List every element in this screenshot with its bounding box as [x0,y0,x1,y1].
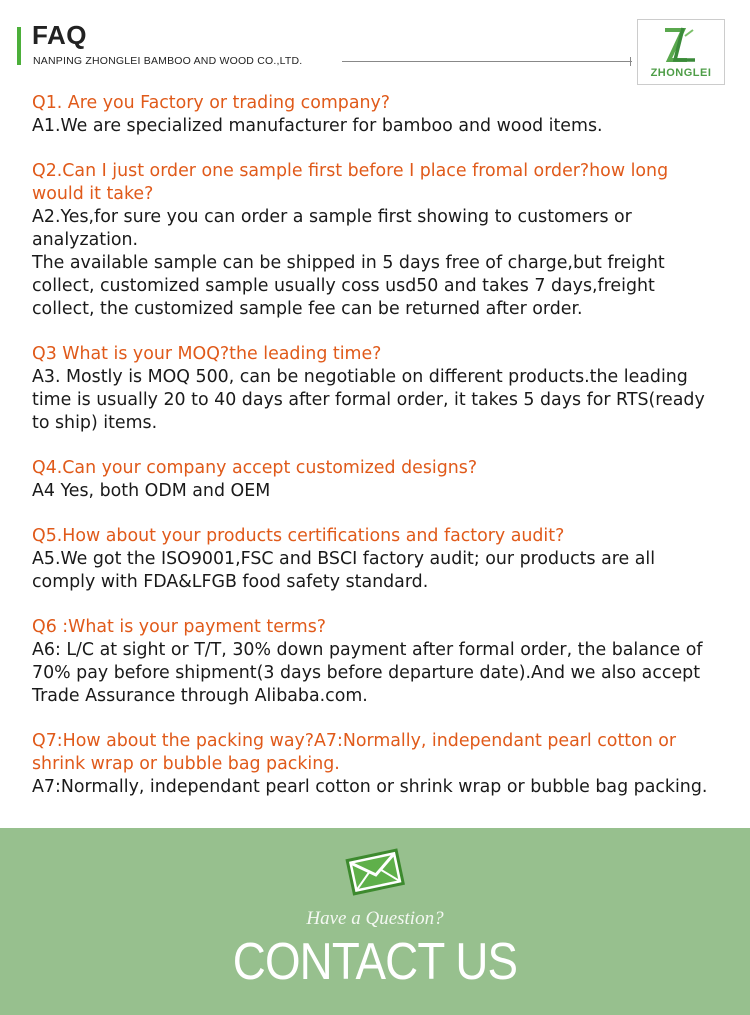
faq-item [32,616,722,708]
faq-item [32,343,722,435]
zl-logo-icon [661,26,701,66]
company-name: NANPING ZHONGLEI BAMBOO AND WOOD CO.,LTD. [33,55,303,67]
faq-item [32,457,722,503]
header [0,0,750,90]
page-title: FAQ [32,20,87,50]
faq-answer: A7:Normally, independant pearl cotton or shrink wrap or bubble bag packing. [32,777,708,797]
faq-item [32,525,722,594]
faq-answer: A6: L/C at sight or T/T, 30% down payment after formal order, the balance of 70% pay before shipment(3 days before departure date).And we also accept Trade Assurance through Alibaba.com. [32,640,703,706]
faq-item [32,92,722,138]
faq-question: Q7:How about the packing way?A7:Normally, independant pearl cotton or shrink wrap or bubble bag packing. [32,731,677,774]
faq-answer: A4 Yes, both ODM and OEM [32,481,271,501]
faq-answer: A3. Mostly is MOQ 500, can be negotiable on different products.the leading time is usually 20 to 40 days after formal order, it takes 5 days for RTS(ready to ship) items. [32,367,705,433]
faq-answer: A2.Yes,for sure you can order a sample first showing to customers or analyzation. [32,207,632,250]
header-divider [342,61,632,62]
faq-question: Q6 :What is your payment terms? [32,617,327,637]
faq-answer: A1.We are specialized manufacturer for bamboo and wood items. [32,116,603,136]
faq-item [32,160,722,321]
faq-question: Q2.Can I just order one sample first before I place fromal order?how long would it take? [32,161,669,204]
header-divider-end [630,57,631,66]
logo-text: ZHONGLEI [650,67,712,79]
contact-us-heading[interactable]: CONTACT US [232,933,518,991]
faq-question: Q5.How about your products certifications and factory audit? [32,526,565,546]
faq-question: Q1. Are you Factory or trading company? [32,93,391,113]
company-logo [637,19,725,85]
contact-banner[interactable] [0,828,750,1015]
faq-list [32,92,722,821]
accent-bar [17,27,21,65]
faq-question: Q3 What is your MOQ?the leading time? [32,344,382,364]
envelope-icon [344,843,406,899]
faq-question: Q4.Can your company accept customized designs? [32,458,478,478]
faq-answer: The available sample can be shipped in 5 days free of charge,but freight collect, customized sample usually coss usd50 and takes 7 days,freight collect, the customized sample fee can be returned after order. [32,253,665,319]
faq-item [32,730,722,799]
tagline: Have a Question? [306,908,444,929]
faq-answer: A5.We got the ISO9001,FSC and BSCI factory audit; our products are all comply with FDA&LFGB food safety standard. [32,549,656,592]
